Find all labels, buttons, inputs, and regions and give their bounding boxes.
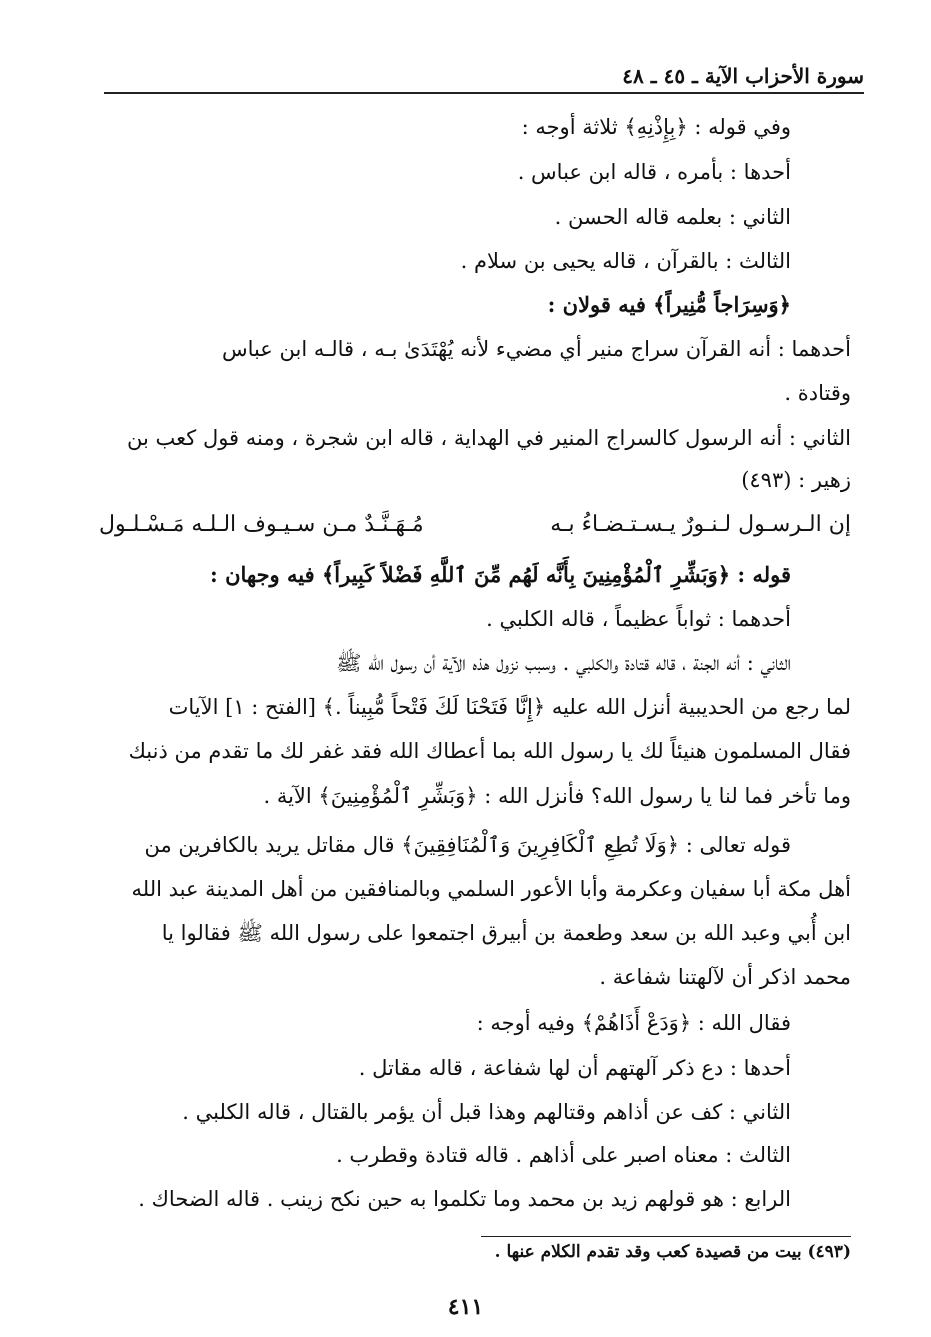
text-line: وقتادة .	[784, 381, 851, 405]
page-number: ٤١١	[447, 1294, 484, 1320]
footnote: (٤٩٣) بيت من قصيدة كعب وقد تقدم الكلام عنها .	[494, 1242, 851, 1262]
text-line: قوله : ﴿وَبَشِّرِ ٱلْمُؤْمِنِينَ بِأَنَّه لَهُم مِّنَ ٱللَّهِ فَضْلاً كَبِيراً﴾ فيه وجهان :	[210, 562, 791, 587]
text-line: الثاني : أنه الرسول كالسراج المنير في الهداية ، قاله ابن شجرة ، ومنه قول كعب بن	[127, 426, 851, 450]
text-line: محمد اذكر أن لآلهتنا شفاعة .	[599, 965, 851, 989]
text-line: قوله تعالى : ﴿وَلَا تُطِعِ ٱلْكَافِرِينَ وَٱلْمُنَافِقِينَ﴾ قال مقاتل يريد بالكافرين من	[144, 833, 791, 857]
poem-second-hemistich: مُـهَـنَّـدٌ مـن سـيـوف الـلـه مَـسْـلـول	[99, 512, 424, 537]
text-line: الثالث : معناه اصبر على أذاهم . قاله قتادة وقطرب .	[336, 1143, 791, 1167]
text-line: أحدهما : أنه القرآن سراج منير أي مضيء لأنه يُهْتَدَىٰ بـه ، قالـه ابن عباس	[221, 337, 851, 361]
text-line: أحدها : دع ذكر آلهتهم أن لها شفاعة ، قاله مقاتل .	[358, 1056, 791, 1080]
poem-verse	[99, 512, 851, 544]
poem-first-hemistich: إن الـرسـول لـنـورٌ يـسـتـضـاءُ بـه	[550, 512, 851, 537]
text-line: الثاني : بعلمه قاله الحسن .	[554, 205, 791, 229]
text-line: وما تأخر فما لنا يا رسول الله؟ فأنزل الله : ﴿وَبَشِّرِ ٱلْمُؤْمِنِينَ﴾ الآية .	[263, 784, 851, 808]
text-line: فقال الله : ﴿وَدَعْ أَذَاهُمْ﴾ وفيه أوجه :	[476, 1011, 791, 1035]
text-line: ﴿وَسِرَاجاً مُّنِيراً﴾ فيه قولان :	[547, 292, 791, 317]
text-line: الثاني : أنه الجنة ، قاله قتادة والكلبي . وسبب نزول هذه الآية أن رسول الله ﷺ	[336, 651, 791, 675]
text-line: الثالث : بالقرآن ، قاله يحيى بن سلام .	[460, 249, 791, 273]
footnote-divider	[481, 1236, 851, 1237]
text-line: الرابع : هو قولهم زيد بن محمد وما تكلموا به حين نكح زينب . قاله الضحاك .	[138, 1187, 791, 1211]
text-line: ابن أُبي وعبد الله بن سعد وطعمة بن أبيرق اجتمعوا على رسول الله ﷺ فقالوا يا	[161, 921, 851, 945]
text-line: أحدها : بأمره ، قاله ابن عباس .	[517, 160, 791, 184]
text-line: زهير : (٤٩٣)	[741, 468, 851, 492]
text-line: أهل مكة أبا سفيان وعكرمة وأبا الأعور السلمي وبالمنافقين من أهل المدينة عبد الله	[131, 877, 851, 901]
text-line: لما رجع من الحديبية أنزل الله عليه ﴿إِنَّا فَتَحْنَا لَكَ فَتْحاً مُّبِيناً .﴾ [الفتح : ١] الآيات	[168, 695, 851, 719]
text-line: فقال المسلمون هنيئاً لك يا رسول الله بما أعطاك الله فقد غفر لك ما تقدم من ذنبك	[128, 739, 851, 763]
running-header	[104, 62, 864, 94]
text-line: وفي قوله : ﴿بِإِذْنِهِ﴾ ثلاثة أوجه :	[521, 115, 791, 139]
text-line: الثاني : كف عن أذاهم وقتالهم وهذا قبل أن يؤمر بالقتال ، قاله الكلبي .	[182, 1100, 791, 1124]
text-line: أحدهما : ثواباً عظيماً ، قاله الكلبي .	[486, 607, 791, 631]
surah-title: سورة الأحزاب الآية ـ ٤٥ ـ ٤٨	[622, 64, 864, 88]
